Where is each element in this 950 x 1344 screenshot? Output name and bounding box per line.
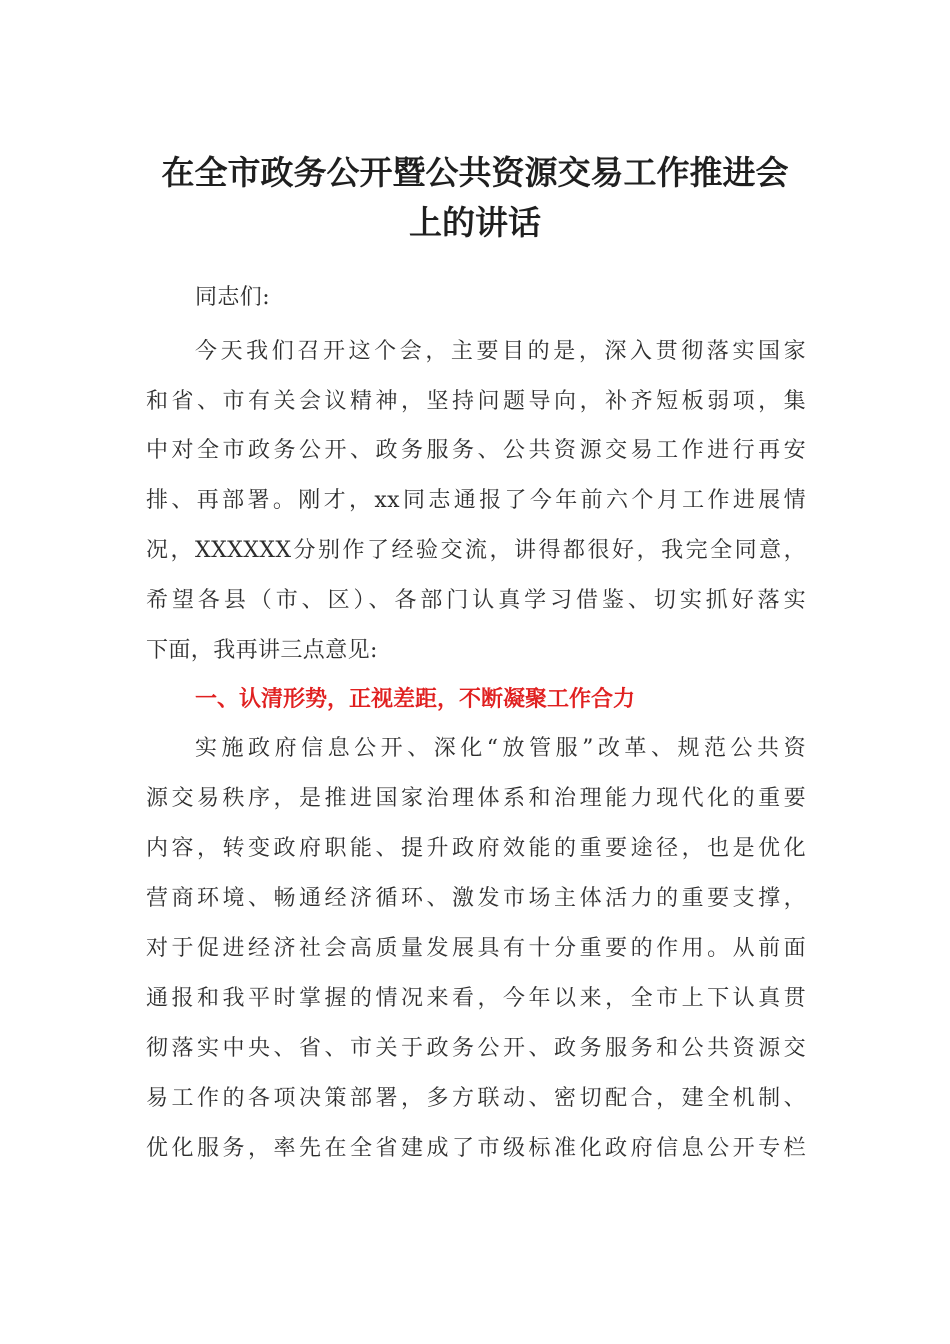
paragraph-1-line: 和省、市有关会议精神，坚持问题导向，补齐短板弱项，集 — [146, 389, 806, 414]
section-heading-1: 一、认清形势，正视差距，不断凝聚工作合力 — [195, 687, 636, 712]
paragraph-2-line: 优化服务，率先在全省建成了市级标准化政府信息公开专栏 — [146, 1136, 806, 1161]
paragraph-1-line: 下面，我再讲三点意见: — [146, 638, 378, 663]
paragraph-2-line: 通报和我平时掌握的情况来看，今年以来，全市上下认真贯 — [146, 986, 806, 1011]
paragraph-2-line: 内容，转变政府职能、提升政府效能的重要途径，也是优化 — [146, 836, 806, 861]
paragraph-2-line: 彻落实中央、省、市关于政务公开、政务服务和公共资源交 — [146, 1036, 806, 1061]
paragraph-2-line: 源交易秩序，是推进国家治理体系和治理能力现代化的重要 — [146, 786, 806, 811]
paragraph-2-line: 实施政府信息公开、深化“放管服”改革、规范公共资 — [195, 736, 806, 761]
paragraph-2-line: 营商环境、畅通经济循环、激发市场主体活力的重要支撑， — [146, 886, 806, 911]
paragraph-1-line: 希望各县（市、区）、各部门认真学习借鉴、切实抓好落实 — [146, 588, 806, 613]
paragraph-1-line: 中对全市政务公开、政务服务、公共资源交易工作进行再安 — [146, 438, 806, 463]
paragraph-1-line: 况，XXXXXX分别作了经验交流，讲得都很好，我完全同意， — [146, 538, 806, 563]
salutation: 同志们: — [195, 285, 271, 310]
document-title-line-1: 在全市政务公开暨公共资源交易工作推进会 — [161, 153, 789, 192]
paragraph-1-line: 排、再部署。刚才，xx同志通报了今年前六个月工作进展情 — [146, 488, 806, 513]
paragraph-2-line: 对于促进经济社会高质量发展具有十分重要的作用。从前面 — [146, 936, 806, 961]
paragraph-1-line: 今天我们召开这个会，主要目的是，深入贯彻落实国家 — [195, 339, 806, 364]
document-title-line-2: 上的讲话 — [409, 203, 541, 242]
paragraph-2-line: 易工作的各项决策部署，多方联动、密切配合，建全机制、 — [146, 1086, 806, 1111]
